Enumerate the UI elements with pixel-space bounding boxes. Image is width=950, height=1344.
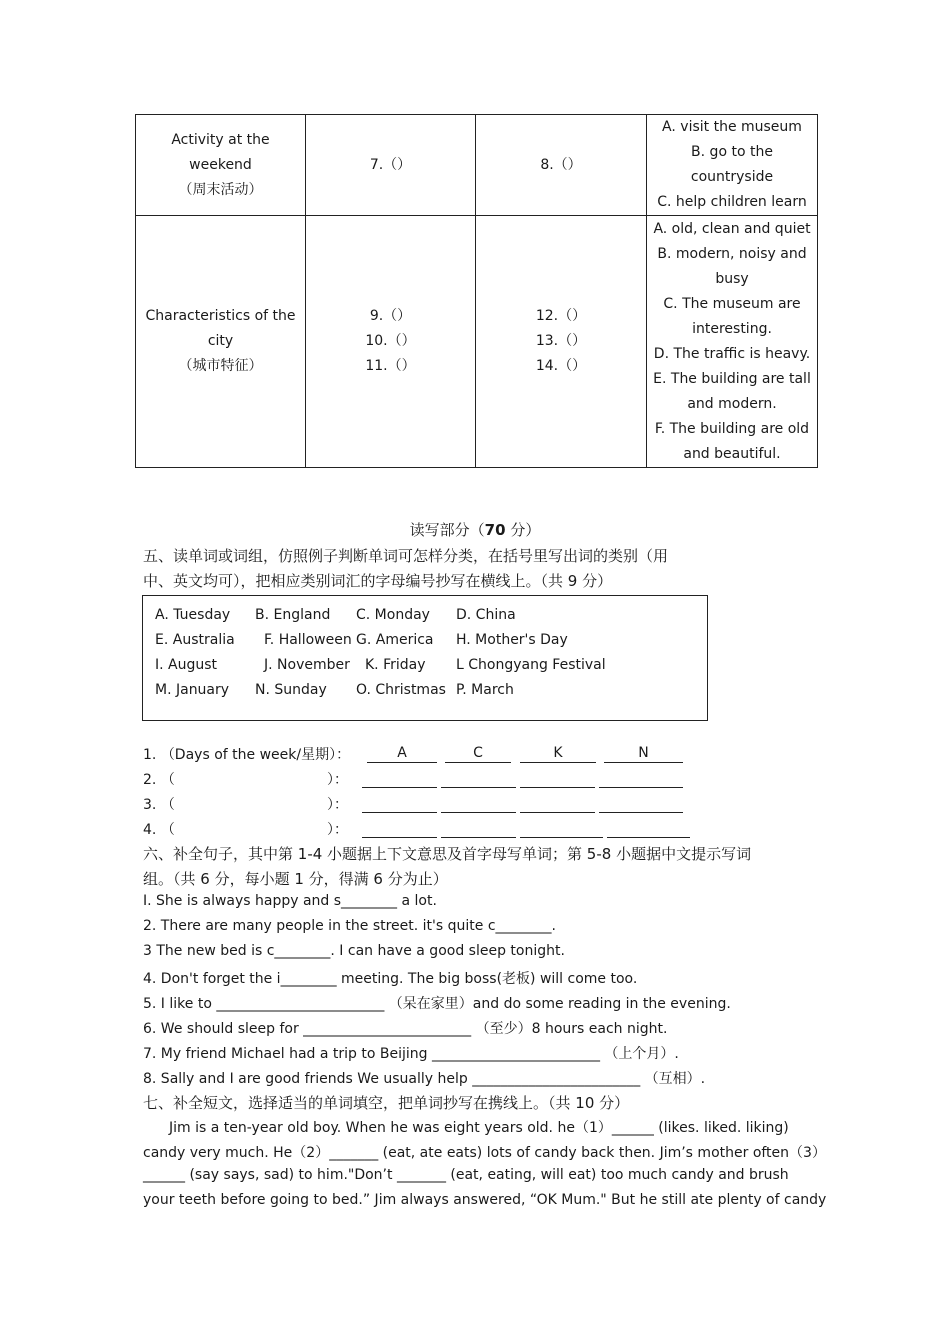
section5-heading-line2: 中、英文均可），把相应类别词汇的字母编号抄写在横线上。（共 9 分） [143, 572, 613, 590]
option-line: C. help children learn [657, 194, 807, 210]
row-label-line: Characteristics of the [145, 308, 296, 324]
answer-num: 2. [143, 772, 157, 788]
option-line: A. old, clean and quiet [653, 220, 811, 237]
section5-heading-line1: 五、读单词或词组，仿照例子判断单词可怎样分类，在括号里写出词的类别（用 [143, 547, 669, 565]
answer-close: ）： [327, 822, 348, 838]
option-line: and modern. [687, 395, 777, 412]
answer-cell [476, 216, 647, 468]
word-item: A. Tuesday [155, 607, 231, 623]
word-item: L Chongyang Festival [456, 657, 606, 673]
answer-category: （ [160, 772, 175, 788]
answer-row [143, 819, 175, 839]
section7-heading: 七、补全短文，选择适当的单词填空，把单词抄写在携线上。（共 10 分） [143, 1094, 630, 1112]
option-line: B. go to the [691, 144, 773, 160]
answer-cell [476, 115, 647, 216]
sentence-item: I. She is always happy and s________ a lot. [143, 893, 437, 909]
row-label-line: weekend [189, 156, 252, 173]
answer-slot: 11.（） [365, 358, 416, 374]
row-label-cell [136, 216, 306, 468]
answer-num: 1. [143, 747, 157, 763]
passage-line: candy very much. He（2）_______ (eat, ate eats) lots of candy back then. Jim’s mother often（3） [143, 1145, 826, 1161]
answer-blank [441, 770, 516, 788]
answer-blank [520, 820, 603, 838]
answer-blank [607, 820, 690, 838]
row-label-line: Activity at the [171, 131, 270, 148]
answer-blank [441, 820, 516, 838]
answer-blank [599, 770, 683, 788]
answer-blank [362, 795, 437, 813]
answer-cell [306, 216, 476, 468]
sentence-item: 7. My friend Michael had a trip to Beijing ________________________ （上个月）. [143, 1046, 679, 1062]
section-title [0, 519, 950, 540]
option-line: D. The traffic is heavy. [653, 345, 811, 362]
answer-row [143, 769, 175, 789]
section-title-score: 70 [484, 521, 506, 539]
passage-line: ______ (say says, sad) to him."Don’t _______ (eat, eating, will eat) too much candy and brush [143, 1167, 789, 1183]
row-label-line: city [207, 333, 234, 349]
answer-close: ）： [327, 772, 348, 788]
word-item: G. America [356, 632, 434, 648]
section-title-prefix: 读写部分（ [409, 521, 485, 539]
sentence-item: 3 The new bed is c________. I can have a good sleep tonight. [143, 943, 565, 959]
answer-num: 3. [143, 797, 157, 813]
word-item: I. August [155, 657, 218, 673]
word-item: H. Mother's Day [456, 632, 568, 648]
answer-blank [441, 795, 516, 813]
answer-blank [520, 795, 595, 813]
passage-line: your teeth before going to bed.” Jim always answered, “OK Mum." But he still ate plenty of candy [143, 1192, 827, 1208]
word-item: C. Monday [356, 607, 430, 623]
sentence-item: 5. I like to ________________________ （呆在家里）and do some reading in the evening. [143, 996, 731, 1012]
sentence-item: 8. Sally and I are good friends We usually help ________________________ （互相）. [143, 1071, 706, 1087]
row-label-cell [136, 115, 306, 216]
option-line: B. modern, noisy and [657, 245, 807, 262]
row-label-line: （城市特征） [178, 358, 263, 374]
answer-slot: 7.（） [369, 156, 412, 173]
word-item: E. Australia [155, 632, 235, 648]
answer-blank: N [604, 745, 683, 763]
answer-row [143, 744, 350, 764]
section-title-suffix: 分） [505, 521, 541, 539]
sentence-item: 4. Don't forget the i________ meeting. The big boss(老板) will come too. [143, 971, 638, 987]
answer-blank: A [367, 745, 437, 763]
answer-blank [520, 770, 595, 788]
row-label-line: （周末活动） [178, 181, 263, 198]
answer-slot: 13.（） [535, 333, 587, 349]
answer-slot: 8.（） [540, 156, 582, 173]
answer-num: 4. [143, 822, 157, 838]
answer-slot: 9.（） [369, 308, 412, 324]
answer-cell [306, 115, 476, 216]
answer-category: （ [160, 797, 175, 813]
answer-slot: 14.（） [535, 358, 587, 374]
answer-blank: K [520, 745, 596, 763]
word-bank-box [142, 595, 708, 721]
option-line: A. visit the museum [662, 119, 802, 135]
word-item: F. Halloween [264, 632, 352, 648]
answer-blank [362, 820, 437, 838]
options-cell [647, 115, 818, 216]
word-item: O. Christmas [356, 682, 446, 698]
word-item: M. January [155, 682, 230, 698]
option-line: F. The building are old [654, 420, 810, 437]
option-line: C. The museum are [663, 295, 801, 312]
word-item: D. China [456, 607, 516, 623]
table-row [136, 216, 818, 468]
answer-blank [362, 770, 437, 788]
word-item: J. November [264, 657, 350, 673]
section6-heading-line2: 组。（共 6 分，每小题 1 分，得满 6 分为止） [143, 870, 448, 888]
table-row [136, 115, 818, 216]
option-line: and beautiful. [683, 445, 781, 462]
answer-close: ）： [327, 797, 348, 813]
option-line: countryside [690, 169, 774, 185]
answer-row [143, 794, 175, 814]
sentence-item: 2. There are many people in the street. it's quite c________. [143, 918, 556, 934]
word-item: B. England [255, 607, 331, 623]
answer-category: （ [160, 822, 175, 838]
word-item: P. March [456, 682, 514, 698]
options-cell [647, 216, 818, 468]
answer-slot: 10.（） [365, 333, 416, 349]
option-line: E. The building are tall [653, 370, 811, 387]
option-line: busy [715, 270, 749, 287]
sentence-item: 6. We should sleep for ________________________ （至少）8 hours each night. [143, 1021, 668, 1037]
answer-blank [599, 795, 683, 813]
answer-slot: 12.（） [535, 308, 587, 324]
word-item: K. Friday [365, 657, 426, 673]
word-item: N. Sunday [255, 682, 327, 698]
answer-category: （Days of the week/星期）： [160, 747, 351, 763]
section6-heading-line1: 六、补全句子，其中第 1-4 小题据上下文意思及首字母写单词；第 5-8 小题据中文提示写词 [143, 845, 752, 863]
classification-table [135, 114, 818, 468]
passage-line: Jim is a ten-year old boy. When he was eight years old. he（1）______ (likes. liked. liking) [169, 1120, 789, 1136]
option-line: interesting. [692, 320, 772, 337]
answer-blank: C [445, 745, 511, 763]
